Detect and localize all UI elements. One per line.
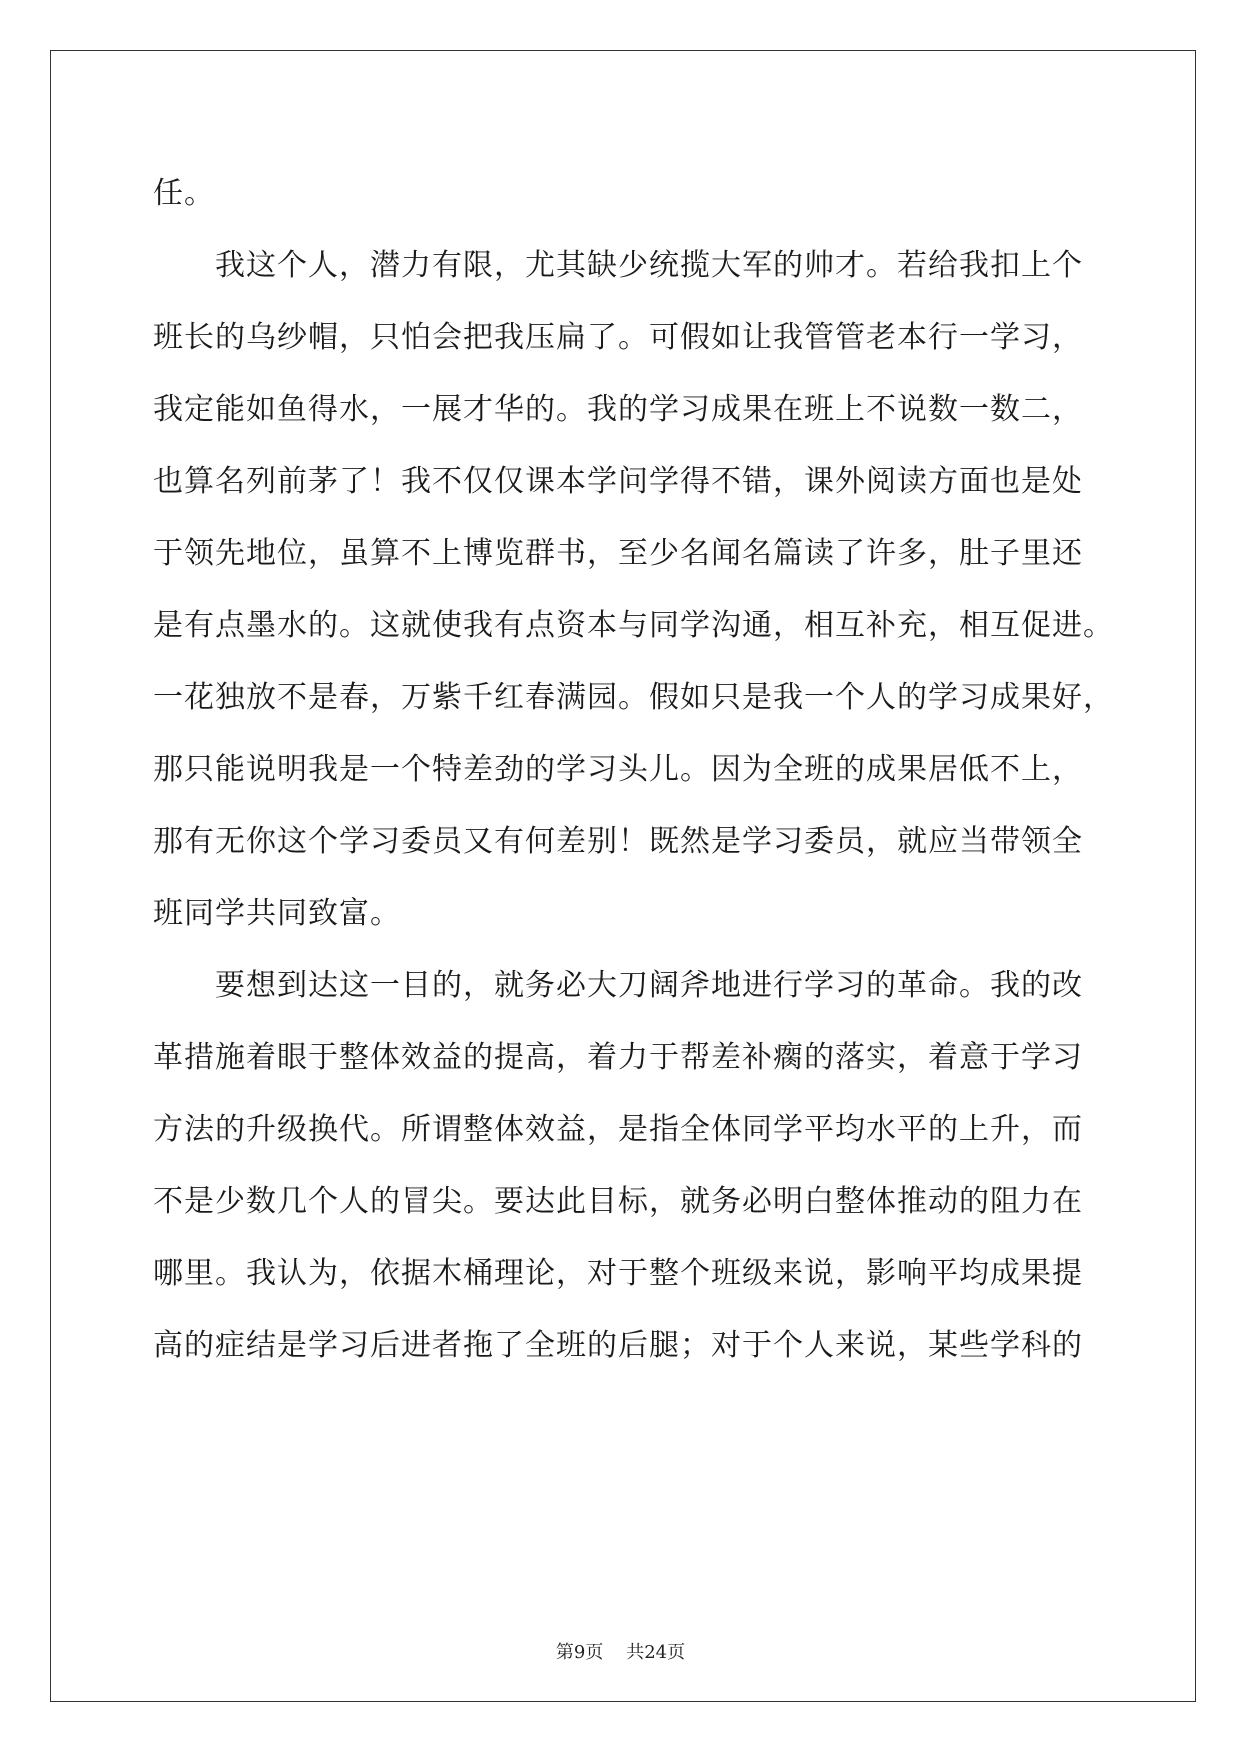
page-current: 9 <box>573 1642 586 1663</box>
text-line: 哪里。我认为，依据木桶理论，对于整个班级来说，影响平均成果提 <box>153 1256 1083 1291</box>
text-line: 也算名列前茅了！我不仅仅课本学问学得不错，课外阅读方面也是处 <box>153 464 1083 499</box>
paragraph-start-line: 要想到达这一目的，就务必大刀阔斧地进行学习的革命。我的改 <box>215 968 1083 1003</box>
total-prefix: 共 <box>626 1642 645 1663</box>
text-line: 方法的升级换代。所谓整体效益，是指全体同学平均水平的上升，而 <box>153 1112 1083 1147</box>
text-line: 一花独放不是春，万紫千红春满园。假如只是我一个人的学习成果好， <box>153 680 1114 715</box>
text-line: 革措施着眼于整体效益的提高，着力于帮差补瘸的落实，着意于学习 <box>153 1040 1083 1075</box>
text-line: 我定能如鱼得水，一展才华的。我的学习成果在班上不说数一数二， <box>153 392 1083 427</box>
document-body <box>153 158 1114 1382</box>
text-line: 任。 <box>153 176 215 211</box>
page-footer <box>0 1638 1241 1664</box>
text-line: 班长的乌纱帽，只怕会把我压扁了。可假如让我管管老本行一学习， <box>153 320 1083 355</box>
text-line: 高的症结是学习后进者拖了全班的后腿；对于个人来说，某些学科的 <box>153 1328 1083 1363</box>
text-line: 那只能说明我是一个特差劲的学习头儿。因为全班的成果居低不上， <box>153 752 1083 787</box>
page-total: 24 <box>644 1642 668 1663</box>
text-line: 于领先地位，虽算不上博览群书，至少名闻名篇读了许多，肚子里还 <box>153 536 1083 571</box>
text-line: 班同学共同致富。 <box>153 896 401 931</box>
total-suffix: 页 <box>667 1642 686 1663</box>
text-line: 那有无你这个学习委员又有何差别！既然是学习委员，就应当带领全 <box>153 824 1083 859</box>
text-line: 是有点墨水的。这就使我有点资本与同学沟通，相互补充，相互促进。 <box>153 608 1114 643</box>
page-suffix: 页 <box>585 1642 604 1663</box>
paragraph-start-line: 我这个人，潜力有限，尤其缺少统揽大军的帅才。若给我扣上个 <box>215 248 1083 283</box>
page-prefix: 第 <box>555 1642 574 1663</box>
text-line: 不是少数几个人的冒尖。要达此目标，就务必明白整体推动的阻力在 <box>153 1184 1083 1219</box>
